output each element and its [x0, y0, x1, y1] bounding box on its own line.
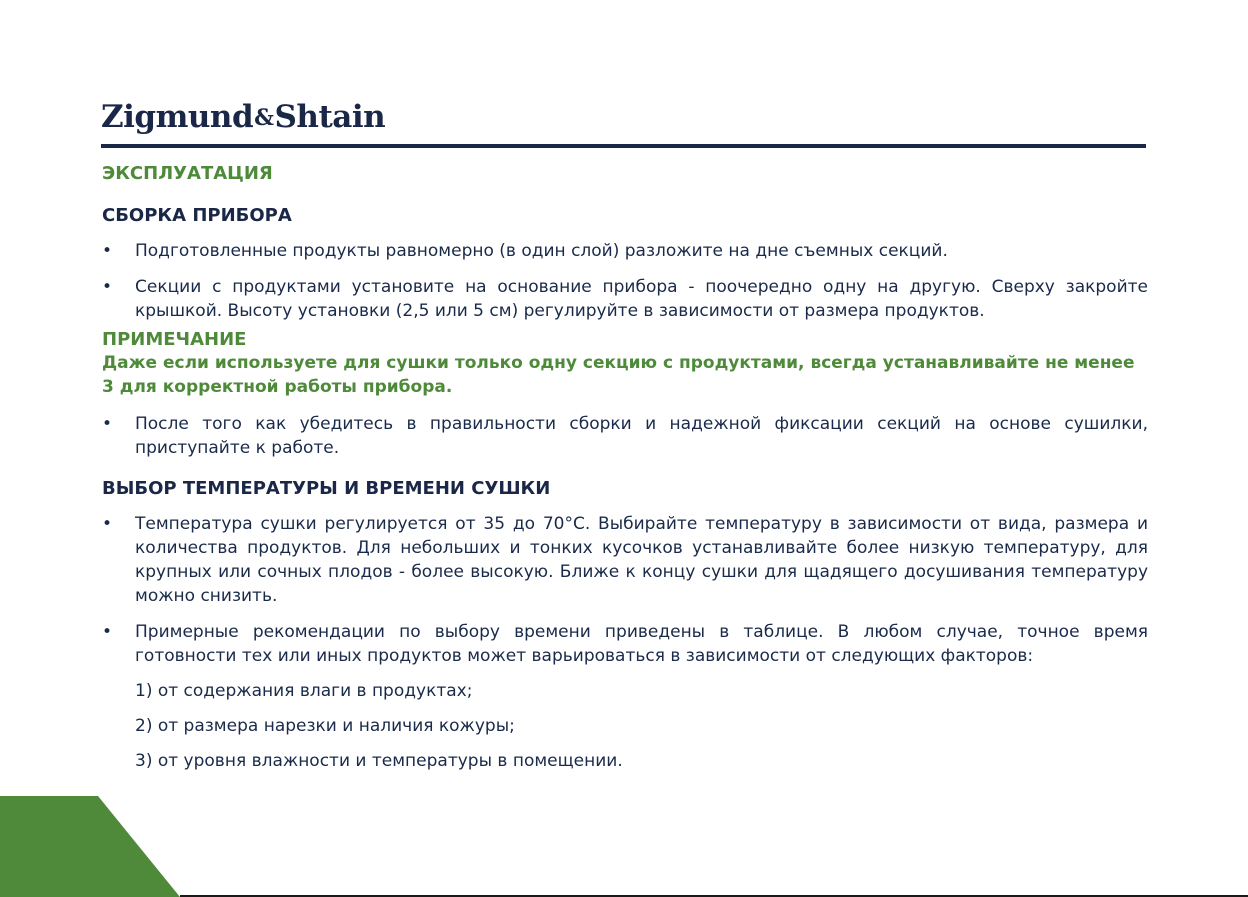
list-item — [102, 412, 1148, 460]
corner-decoration — [0, 796, 180, 897]
note-text: Даже если используете для сушки только одну секцию с продуктами, всегда устанавливайте не менее 3 для корректной работы прибора. — [102, 353, 1135, 397]
assembly-heading: СБОРКА ПРИБОРА — [102, 205, 292, 226]
brand-name-part2: Shtain — [274, 99, 386, 135]
factor-item: 2) от размера нарезки и наличия кожуры; — [135, 716, 515, 736]
bullet-icon: • — [102, 414, 113, 434]
brand-name-part1: Zigmund — [101, 99, 254, 135]
note-title: ПРИМЕЧАНИЕ — [102, 329, 247, 350]
header-rule — [101, 144, 1146, 148]
list-item-text: Секции с продуктами установите на основание прибора - поочередно одну на другую. Сверху закройте крышкой. Высоту установки (2,5 или 5 см) регулируйте в зависимости от размера продуктов. — [135, 277, 1148, 321]
bullet-icon: • — [102, 241, 113, 261]
list-item — [102, 512, 1148, 608]
list-item — [102, 275, 1148, 323]
factor-item: 3) от уровня влажности и температуры в помещении. — [135, 751, 623, 771]
brand-ampersand: & — [254, 105, 274, 131]
list-item-text: Подготовленные продукты равномерно (в один слой) разложите на дне съемных секций. — [135, 241, 948, 261]
bullet-icon: • — [102, 622, 113, 642]
list-item-text: Температура сушки регулируется от 35 до 70°C. Выбирайте температуру в зависимости от вида, размера и количества продуктов. Для небольших и тонких кусочков устанавливайте более низкую температуру, для крупных или сочных плодов - более высокую. Ближе к концу сушки для щадящего досушивания температуру можно снизить. — [135, 514, 1148, 606]
brand-logo — [101, 96, 385, 139]
list-item-text: Примерные рекомендации по выбору времени приведены в таблице. В любом случае, точное время готовности тех или иных продуктов может варьироваться в зависимости от следующих факторов: — [135, 622, 1148, 666]
factor-item: 1) от содержания влаги в продуктах; — [135, 681, 473, 701]
temperature-heading: ВЫБОР ТЕМПЕРАТУРЫ И ВРЕМЕНИ СУШКИ — [102, 478, 551, 499]
bullet-icon: • — [102, 277, 113, 297]
section-label: ЭКСПЛУАТАЦИЯ — [102, 163, 273, 184]
list-item — [102, 239, 1148, 263]
list-item-text: После того как убедитесь в правильности сборки и надежной фиксации секций на основе сушилки, приступайте к работе. — [135, 414, 1148, 458]
list-item — [102, 620, 1148, 668]
bullet-icon: • — [102, 514, 113, 534]
